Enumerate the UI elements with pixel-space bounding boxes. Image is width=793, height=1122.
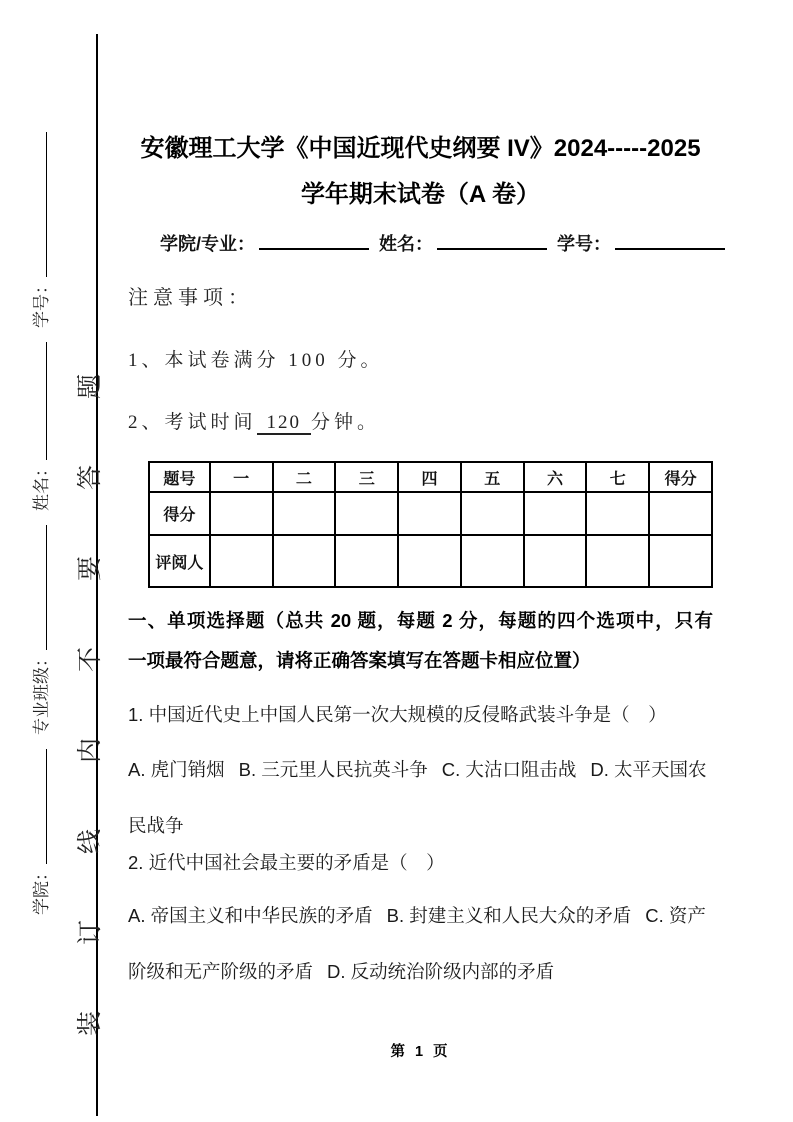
main-content (128, 0, 713, 1122)
student-id-label-vertical: 学号： (32, 277, 51, 328)
header-cell-3: 三 (335, 462, 398, 492)
section-one-heading (128, 601, 713, 681)
header-cell-question-no: 题号 (149, 462, 210, 492)
header-cell-7: 七 (586, 462, 649, 492)
score-cell (524, 492, 587, 535)
header-cell-2: 二 (273, 462, 336, 492)
question-1-text: 1. 中国近代史上中国人民第一次大规模的反侵略武装斗争是（ ） (128, 704, 667, 725)
question-1-option-d: D. 太平天国农民战争 (128, 759, 707, 836)
section-one-heading-line2: 一项最符合题意，请将正确答案填写在答题卡相应位置） (128, 650, 591, 671)
header-cell-1: 一 (210, 462, 273, 492)
name-blank-line (26, 342, 47, 460)
score-row-label: 得分 (149, 492, 210, 535)
score-cell (210, 492, 273, 535)
section-one-heading-line1: 一、单项选择题（总共 20 题，每题 2 分，每题的四个选项中，只有 (128, 610, 713, 631)
header-cell-6: 六 (524, 462, 587, 492)
major-class-blank-line (26, 525, 47, 650)
question-2-text: 2. 近代中国社会最主要的矛盾是（ ） (128, 852, 445, 873)
header-cell-4: 四 (398, 462, 461, 492)
name-blank (437, 233, 547, 250)
question-1-options (128, 742, 713, 854)
question-2-option-c: C. 资产阶级和无产阶级的矛盾 (128, 905, 706, 982)
reviewer-cell (335, 535, 398, 587)
question-1-option-a: A. 虎门销烟 (128, 759, 225, 780)
header-cell-5: 五 (461, 462, 524, 492)
question-2-option-b: B. 封建主义和人民大众的矛盾 (386, 905, 632, 926)
name-label: 姓名： (379, 234, 434, 254)
score-cell (398, 492, 461, 535)
score-row (149, 492, 712, 535)
question-2-option-a: A. 帝国主义和中华民族的矛盾 (128, 905, 373, 926)
reviewer-cell (461, 535, 524, 587)
score-table (148, 461, 713, 588)
question-2-options (128, 888, 713, 1000)
score-table-header-row (149, 462, 712, 492)
student-id-label: 学号： (557, 234, 612, 254)
page-number-footer: 第 1 页 (390, 1044, 451, 1060)
student-info-row (160, 230, 725, 256)
binding-seam-text: 装订线内不要答题 (76, 307, 104, 1036)
binding-field-student-id (32, 132, 51, 328)
score-cell (273, 492, 336, 535)
score-cell (586, 492, 649, 535)
binding-field-name (32, 342, 51, 511)
header-cell-score: 得分 (649, 462, 712, 492)
score-cell (335, 492, 398, 535)
exam-title-line1: 安徽理工大学《中国近现代史纲要 IV》2024-----2025 (140, 135, 701, 162)
exam-title-line2: 学年期末试卷（A 卷） (300, 181, 541, 208)
major-class-label: 专业班级： (32, 650, 51, 735)
college-major-blank (259, 233, 369, 250)
reviewer-row-label: 评阅人 (149, 535, 210, 587)
student-id-blank-line (26, 132, 47, 277)
student-id-blank (615, 233, 725, 250)
college-major-label: 学院/专业： (160, 234, 256, 254)
notes-heading: 注意事项： (128, 287, 253, 309)
question-1-option-b: B. 三元里人民抗英斗争 (238, 759, 428, 780)
reviewer-cell (649, 535, 712, 587)
reviewer-cell (524, 535, 587, 587)
note-item-2 (128, 407, 380, 434)
reviewer-cell (586, 535, 649, 587)
reviewer-cell (273, 535, 336, 587)
college-blank-line (26, 749, 47, 864)
binding-field-major-class (32, 525, 51, 735)
score-cell (461, 492, 524, 535)
question-1-option-c: C. 大沽口阻击战 (441, 759, 577, 780)
note-item-2-prefix: 2、考试时间 (128, 412, 257, 433)
question-2-option-d: D. 反动统治阶级内部的矛盾 (327, 961, 555, 982)
note-item-2-suffix: 分钟。 (311, 412, 381, 433)
reviewer-cell (210, 535, 273, 587)
name-label-vertical: 姓名： (32, 460, 51, 511)
college-label: 学院： (32, 864, 51, 915)
reviewer-cell (398, 535, 461, 587)
note-item-1: 1、本试卷满分 100 分。 (128, 350, 384, 371)
reviewer-row (149, 535, 712, 587)
exam-duration-underlined: 120 (257, 412, 312, 435)
binding-margin-fields (26, 118, 52, 915)
score-cell (649, 492, 712, 535)
binding-field-college (32, 749, 51, 915)
